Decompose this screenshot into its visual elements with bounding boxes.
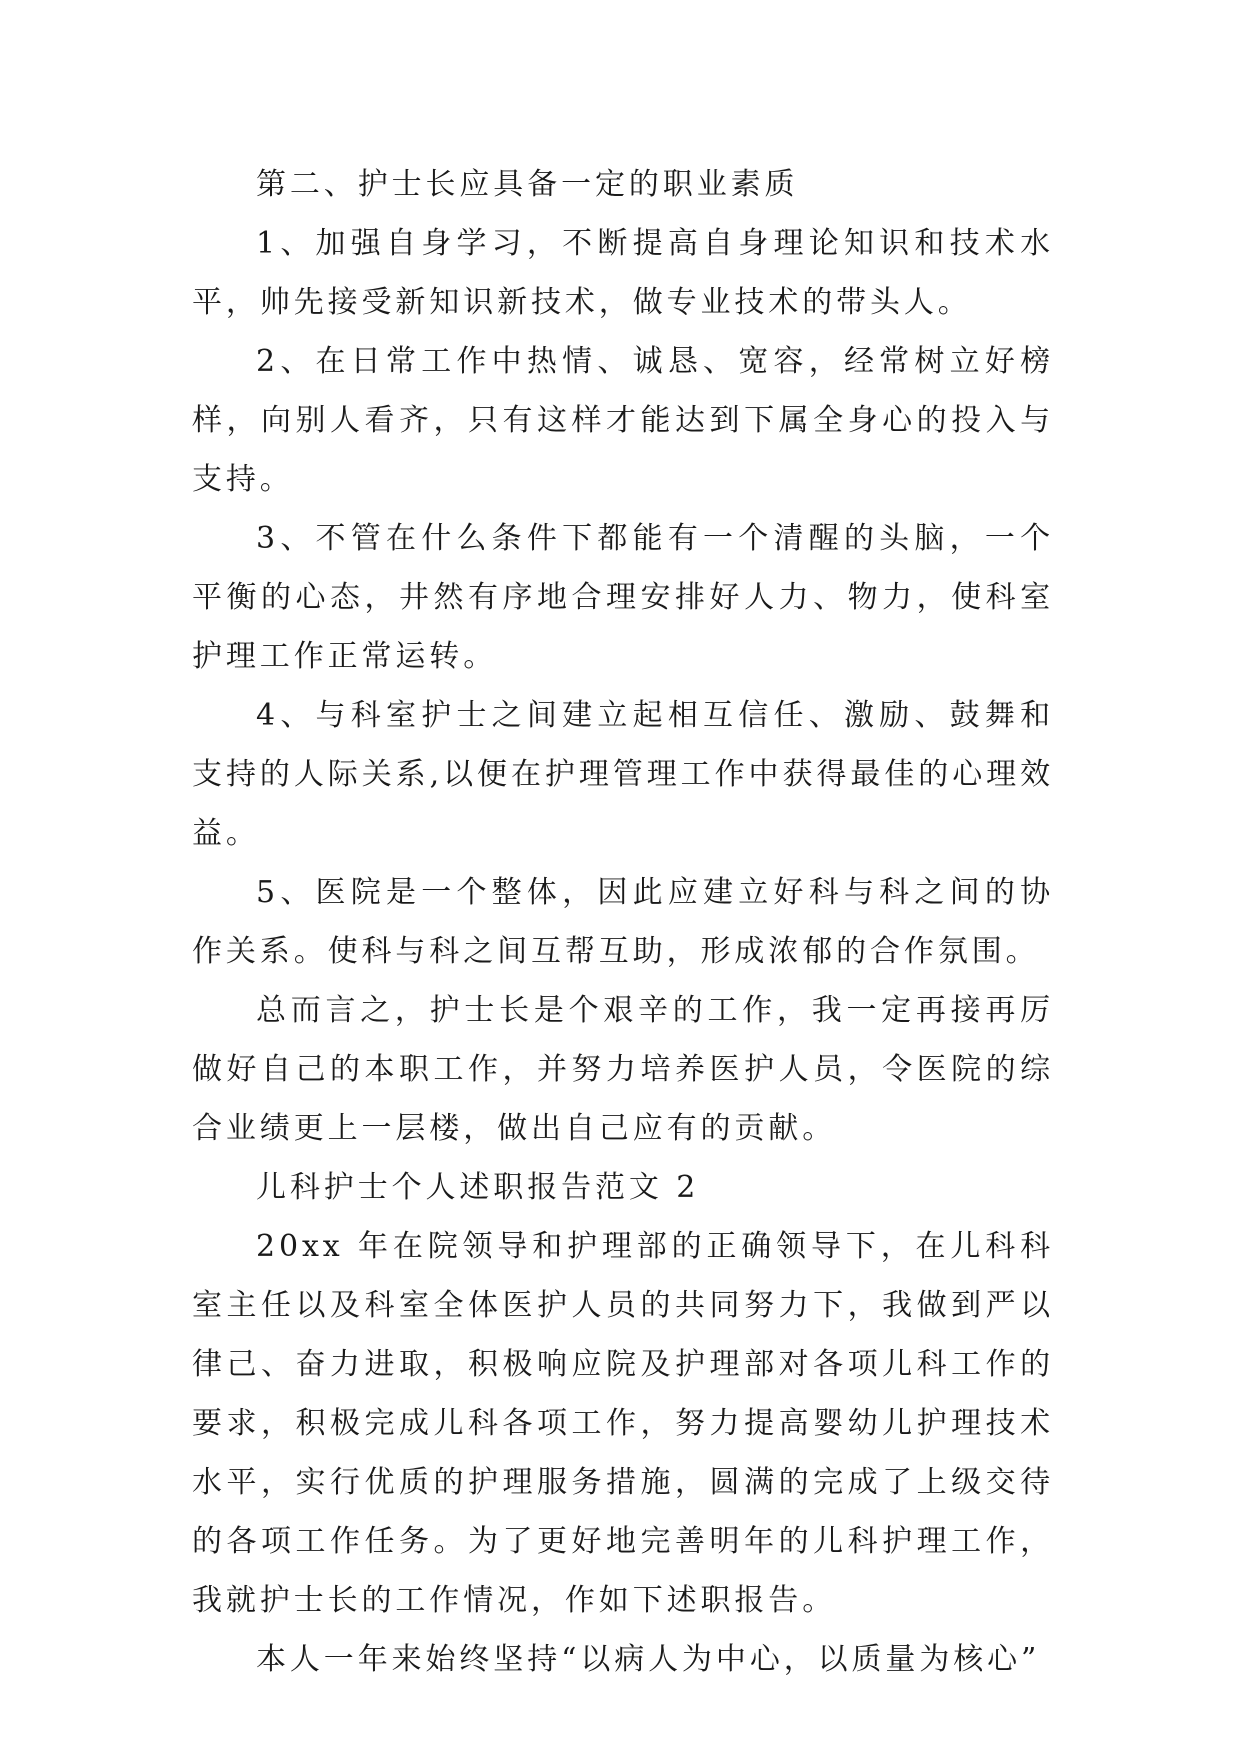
paragraph-item-2: 2、在日常工作中热情、诚恳、宽容，经常树立好榜样，向别人看齐，只有这样才能达到下属全身心的投入与支持。	[192, 344, 1054, 497]
section-heading-professional-quality: 第二、护士长应具备一定的职业素质	[256, 167, 799, 202]
section-title-report-2: 儿科护士个人述职报告范文 2	[256, 1170, 700, 1205]
paragraph-summary: 总而言之，护士长是个艰辛的工作，我一定再接再厉做好自己的本职工作，并努力培养医护人员，令医院的综合业绩更上一层楼，做出自己应有的贡献。	[192, 993, 1054, 1146]
document-body	[192, 155, 1054, 1689]
paragraph-item-3: 3、不管在什么条件下都能有一个清醒的头脑，一个平衡的心态，井然有序地合理安排好人力、物力，使科室护理工作正常运转。	[192, 521, 1054, 674]
paragraph-report-intro: 20xx 年在院领导和护理部的正确领导下，在儿科科室主任以及科室全体医护人员的共同努力下，我做到严以律己、奋力进取，积极响应院及护理部对各项儿科工作的要求，积极完成儿科各项工作，努力提高婴幼儿护理技术水平，实行优质的护理服务措施，圆满的完成了上级交待的各项工作任务。为了更好地完善明年的儿科护理工作，我就护士长的工作情况，作如下述职报告。	[192, 1229, 1054, 1618]
paragraph-item-4: 4、与科室护士之间建立起相互信任、激励、鼓舞和支持的人际关系,以便在护理管理工作中获得最佳的心理效益。	[192, 698, 1054, 851]
paragraph-report-continued: 本人一年来始终坚持“以病人为中心，以质量为核心”	[256, 1642, 1041, 1677]
paragraph-item-5: 5、医院是一个整体，因此应建立好科与科之间的协作关系。使科与科之间互帮互助，形成浓郁的合作氛围。	[192, 875, 1054, 969]
paragraph-item-1: 1、加强自身学习，不断提高自身理论知识和技术水平，帅先接受新知识新技术，做专业技术的带头人。	[192, 226, 1054, 320]
